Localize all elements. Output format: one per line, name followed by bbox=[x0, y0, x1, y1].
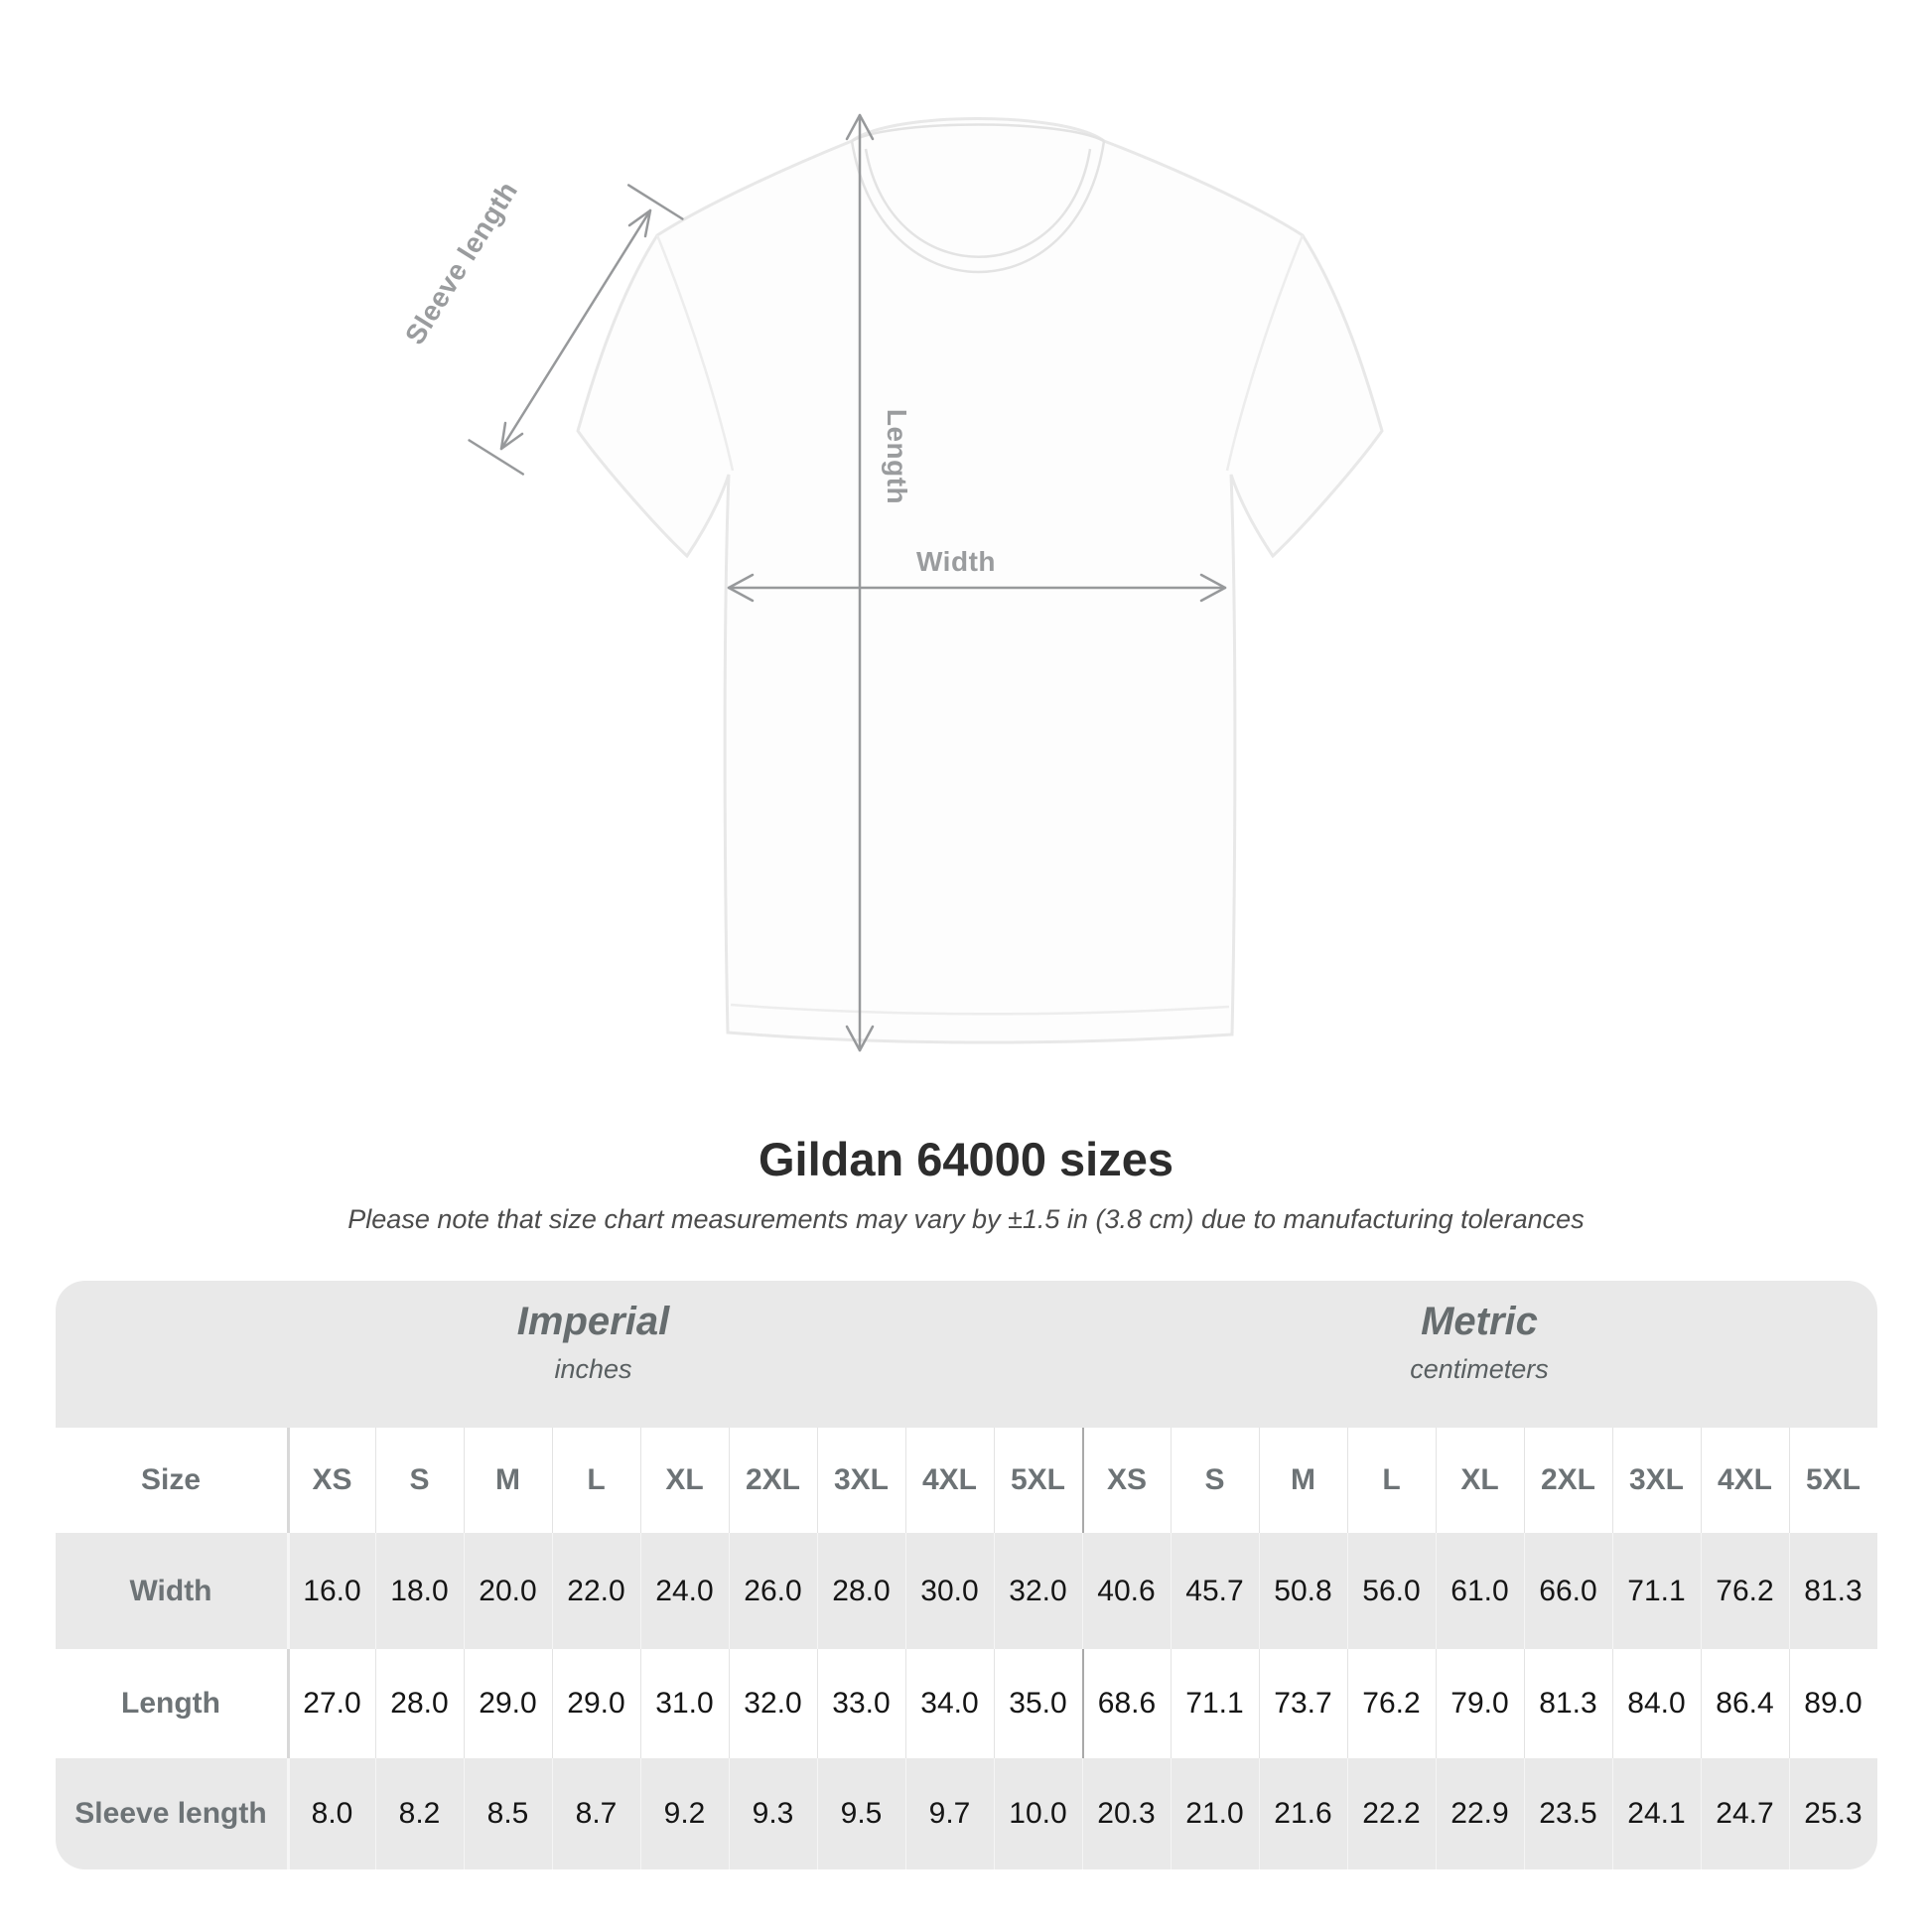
size-col: S bbox=[375, 1428, 464, 1533]
sleeve-value: 24.1 bbox=[1612, 1758, 1701, 1869]
size-col: 5XL bbox=[994, 1428, 1082, 1533]
width-value: 32.0 bbox=[994, 1533, 1082, 1649]
length-value: 34.0 bbox=[905, 1649, 994, 1758]
imperial-title: Imperial bbox=[516, 1300, 670, 1343]
imperial-header bbox=[80, 1281, 1107, 1428]
sleeve-value: 21.6 bbox=[1259, 1758, 1347, 1869]
sleeve-length-row bbox=[56, 1758, 1877, 1869]
width-value: 71.1 bbox=[1612, 1533, 1701, 1649]
sleeve-value: 8.2 bbox=[375, 1758, 464, 1869]
size-col: 4XL bbox=[905, 1428, 994, 1533]
sleeve-value: 22.2 bbox=[1347, 1758, 1436, 1869]
tolerance-note: Please note that size chart measurements may vary by ±1.5 in (3.8 cm) due to manufacturing tolerances bbox=[347, 1204, 1585, 1234]
width-value: 66.0 bbox=[1524, 1533, 1612, 1649]
size-col: L bbox=[1347, 1428, 1436, 1533]
length-value: 76.2 bbox=[1347, 1649, 1436, 1758]
size-col: L bbox=[552, 1428, 640, 1533]
sleeve-value: 24.7 bbox=[1701, 1758, 1789, 1869]
sleeve-value: 9.7 bbox=[905, 1758, 994, 1869]
length-value: 84.0 bbox=[1612, 1649, 1701, 1758]
length-value: 81.3 bbox=[1524, 1649, 1612, 1758]
width-value: 16.0 bbox=[287, 1533, 375, 1649]
size-col: 2XL bbox=[729, 1428, 817, 1533]
length-value: 68.6 bbox=[1082, 1649, 1171, 1758]
width-value: 22.0 bbox=[552, 1533, 640, 1649]
width-value: 61.0 bbox=[1436, 1533, 1524, 1649]
length-label: Length bbox=[882, 408, 912, 505]
width-row bbox=[56, 1533, 1877, 1649]
width-value: 40.6 bbox=[1082, 1533, 1171, 1649]
width-value: 76.2 bbox=[1701, 1533, 1789, 1649]
sleeve-length-label: Sleeve length bbox=[398, 176, 524, 350]
sleeve-value: 23.5 bbox=[1524, 1758, 1612, 1869]
size-row-label: Size bbox=[140, 1463, 202, 1496]
size-col: S bbox=[1171, 1428, 1259, 1533]
sleeve-value: 20.3 bbox=[1082, 1758, 1171, 1869]
length-value: 79.0 bbox=[1436, 1649, 1524, 1758]
size-col: XS bbox=[1082, 1428, 1171, 1533]
width-label: Width bbox=[916, 546, 996, 577]
size-col: XL bbox=[1436, 1428, 1524, 1533]
width-value: 30.0 bbox=[905, 1533, 994, 1649]
sleeve-value: 10.0 bbox=[994, 1758, 1082, 1869]
sleeve-value: 9.2 bbox=[640, 1758, 729, 1869]
metric-subtitle: centimeters bbox=[1410, 1354, 1549, 1384]
sleeve-value: 9.3 bbox=[729, 1758, 817, 1869]
width-row-label: Width bbox=[129, 1574, 212, 1607]
length-value: 71.1 bbox=[1171, 1649, 1259, 1758]
length-row-label: Length bbox=[121, 1687, 220, 1720]
page-title: Gildan 64000 sizes bbox=[758, 1133, 1174, 1185]
size-col: 5XL bbox=[1789, 1428, 1877, 1533]
length-value: 73.7 bbox=[1259, 1649, 1347, 1758]
sleeve-value: 21.0 bbox=[1171, 1758, 1259, 1869]
length-value: 35.0 bbox=[994, 1649, 1082, 1758]
size-col: 4XL bbox=[1701, 1428, 1789, 1533]
width-value: 24.0 bbox=[640, 1533, 729, 1649]
width-value: 81.3 bbox=[1789, 1533, 1877, 1649]
sleeve-value: 8.5 bbox=[464, 1758, 552, 1869]
size-col: 2XL bbox=[1524, 1428, 1612, 1533]
length-value: 29.0 bbox=[464, 1649, 552, 1758]
length-value: 32.0 bbox=[729, 1649, 817, 1758]
length-value: 31.0 bbox=[640, 1649, 729, 1758]
length-value: 89.0 bbox=[1789, 1649, 1877, 1758]
length-row bbox=[56, 1649, 1877, 1758]
width-value: 20.0 bbox=[464, 1533, 552, 1649]
size-table bbox=[56, 1281, 1877, 1869]
length-value: 33.0 bbox=[817, 1649, 905, 1758]
size-col: 3XL bbox=[817, 1428, 905, 1533]
size-col: M bbox=[464, 1428, 552, 1533]
sleeve-value: 9.5 bbox=[817, 1758, 905, 1869]
size-header-row bbox=[56, 1428, 1877, 1533]
length-value: 29.0 bbox=[552, 1649, 640, 1758]
imperial-subtitle: inches bbox=[554, 1354, 632, 1384]
width-value: 50.8 bbox=[1259, 1533, 1347, 1649]
size-col: XL bbox=[640, 1428, 729, 1533]
size-col: 3XL bbox=[1612, 1428, 1701, 1533]
units-header-row bbox=[56, 1281, 1877, 1428]
length-value: 27.0 bbox=[287, 1649, 375, 1758]
metric-header bbox=[1082, 1281, 1877, 1428]
width-value: 18.0 bbox=[375, 1533, 464, 1649]
width-value: 45.7 bbox=[1171, 1533, 1259, 1649]
width-value: 28.0 bbox=[817, 1533, 905, 1649]
sleeve-value: 25.3 bbox=[1789, 1758, 1877, 1869]
length-value: 86.4 bbox=[1701, 1649, 1789, 1758]
width-value: 56.0 bbox=[1347, 1533, 1436, 1649]
sleeve-value: 8.0 bbox=[287, 1758, 375, 1869]
sleeve-value: 22.9 bbox=[1436, 1758, 1524, 1869]
sleeve-value: 8.7 bbox=[552, 1758, 640, 1869]
sleeve-row-label: Sleeve length bbox=[74, 1797, 267, 1830]
size-col: XS bbox=[287, 1428, 375, 1533]
length-value: 28.0 bbox=[375, 1649, 464, 1758]
metric-title: Metric bbox=[1421, 1300, 1538, 1343]
width-value: 26.0 bbox=[729, 1533, 817, 1649]
size-col: M bbox=[1259, 1428, 1347, 1533]
